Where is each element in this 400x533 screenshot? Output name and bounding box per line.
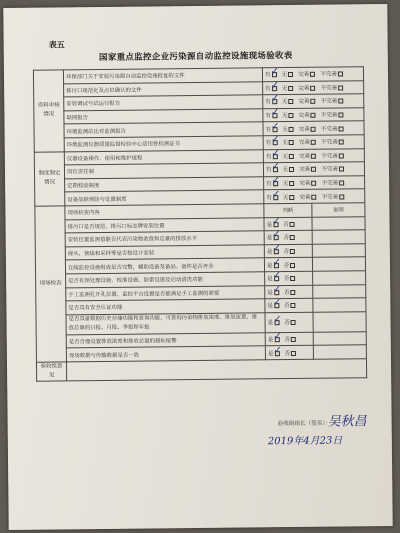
section-opinion-label: 验收组意见: [36, 362, 66, 381]
no-option: [283, 195, 295, 201]
no-option: [282, 154, 294, 160]
field-item: 是否具有安全认证功能: [66, 299, 265, 315]
field-note: [313, 298, 366, 312]
fou-label: 否: [284, 337, 291, 344]
no-checkbox[interactable]: [289, 113, 294, 118]
field-judge: [264, 217, 312, 231]
no-checkbox[interactable]: [289, 195, 294, 200]
field-note: [312, 257, 365, 271]
yes-label: 有: [265, 99, 271, 106]
no-checkbox[interactable]: [289, 167, 294, 172]
field-note: [313, 284, 366, 298]
complete-checkbox[interactable]: [311, 167, 316, 172]
fou-checkbox[interactable]: [291, 320, 296, 325]
yes-option: [265, 134, 280, 147]
yes-checkbox[interactable]: [271, 134, 280, 146]
shi-label: 是: [267, 303, 274, 310]
fou-option: [283, 222, 295, 228]
shi-checkbox[interactable]: [272, 256, 282, 268]
shi-label: 是: [266, 235, 273, 242]
fou-option: [284, 337, 296, 343]
fou-label: 否: [284, 350, 291, 357]
field-item: 现场数据与传输数据是否一致: [66, 346, 265, 362]
incomplete-option: [321, 167, 344, 173]
complete-checkbox[interactable]: [311, 154, 316, 159]
complete-label: 完善: [298, 99, 310, 106]
shi-option: [267, 314, 282, 327]
checkmark-icon: ✓: [273, 314, 282, 326]
shi-label: 是: [267, 350, 274, 357]
yes-checkbox[interactable]: [271, 147, 280, 160]
checkmark-icon: ✓: [272, 243, 281, 255]
incomplete-option: [320, 72, 343, 78]
incomplete-checkbox[interactable]: [339, 167, 344, 172]
complete-checkbox[interactable]: [311, 86, 316, 91]
yes-label: 有: [264, 72, 271, 79]
no-label: 无: [282, 194, 289, 201]
field-item: 安装位置监测值能否代表污染物浓度和总量的排放水平: [65, 231, 264, 247]
complete-option: [299, 154, 316, 160]
no-label: 无: [282, 113, 288, 120]
no-label: 无: [282, 140, 288, 147]
incomplete-label: 不完善: [320, 112, 338, 119]
shi-checkbox[interactable]: [272, 215, 281, 228]
no-option: [283, 181, 295, 187]
checkmark-icon: ✓: [271, 175, 281, 187]
shi-option: [267, 344, 282, 357]
field-note: [313, 271, 366, 285]
complete-option: [298, 99, 315, 105]
field-item: 是否具备数据历史存储功能和查询功能，可查询污染物排放浓度、排放流量、排放总量的日报、月报、季报和年报: [66, 312, 265, 334]
incomplete-label: 不完善: [321, 139, 338, 146]
fou-option: [284, 351, 296, 357]
no-option: [282, 127, 294, 133]
no-option: [282, 86, 294, 92]
shi-label: 是: [266, 262, 273, 269]
fou-checkbox[interactable]: [291, 303, 296, 308]
complete-label: 完善: [298, 126, 311, 133]
no-label: 无: [281, 72, 288, 79]
incomplete-checkbox[interactable]: [339, 153, 344, 158]
fou-label: 否: [283, 303, 290, 310]
yes-label: 有: [265, 167, 272, 174]
field-item: 手工监测孔开孔位置，监控平台设置是否能满足手工监测的需要: [66, 285, 265, 301]
docs-item: 联网报告: [64, 109, 263, 125]
checkmark-icon: ✓: [271, 147, 280, 160]
no-option: [282, 72, 294, 78]
fou-label: 否: [283, 221, 289, 228]
checkmark-icon: ✓: [271, 134, 280, 146]
incomplete-option: [321, 140, 344, 146]
no-checkbox[interactable]: [289, 181, 294, 186]
complete-checkbox[interactable]: [311, 113, 316, 118]
fou-label: 否: [284, 320, 290, 327]
system-item: 岗位责任制: [64, 163, 263, 179]
shi-option: [267, 331, 282, 344]
field-judge: [265, 271, 313, 285]
field-judge: [264, 258, 312, 272]
fou-checkbox[interactable]: [291, 337, 296, 342]
section-system-label: 制度制定情况: [34, 151, 65, 206]
system-result: [264, 176, 365, 191]
incomplete-option: [321, 85, 344, 91]
docs-item: 环境监测站比对监测报告: [64, 122, 263, 138]
yes-option: [265, 93, 280, 106]
yes-label: 有: [265, 140, 272, 147]
incomplete-checkbox[interactable]: [339, 113, 344, 118]
shi-option: [266, 243, 281, 256]
field-note: [312, 230, 365, 244]
no-label: 无: [282, 126, 288, 133]
incomplete-option: [321, 126, 344, 132]
fou-checkbox[interactable]: [290, 222, 295, 227]
no-checkbox[interactable]: [288, 86, 293, 91]
yes-label: 有: [265, 126, 272, 133]
checkmark-icon: ✓: [270, 66, 280, 78]
shi-label: 是: [266, 222, 273, 229]
complete-checkbox[interactable]: [311, 126, 316, 131]
incomplete-checkbox[interactable]: [338, 72, 343, 77]
shi-option: [266, 256, 282, 269]
checkmark-icon: ✓: [272, 215, 281, 228]
signature-label: 验收组组长（签名）：: [277, 420, 331, 428]
incomplete-label: 不完善: [321, 166, 339, 174]
document-page: [3, 4, 392, 530]
field-judge: [265, 332, 313, 346]
field-judge: [265, 298, 313, 312]
complete-label: 完善: [299, 153, 311, 160]
yes-checkbox[interactable]: [271, 120, 280, 132]
field-judge: [264, 244, 312, 258]
complete-option: [299, 167, 316, 173]
no-checkbox[interactable]: [288, 72, 293, 77]
field-judge: [265, 312, 313, 333]
checkmark-icon: ✓: [273, 331, 282, 343]
no-label: 无: [282, 181, 289, 188]
shi-option: [266, 229, 281, 242]
incomplete-option: [322, 181, 345, 187]
complete-label: 完善: [299, 167, 311, 174]
shi-option: [266, 215, 281, 229]
field-item: 探头、管线和采样等是否按设计安装: [65, 245, 264, 261]
section-docs-label: 资料审核情况: [33, 70, 64, 152]
incomplete-option: [321, 99, 344, 105]
checkmark-icon: ✓: [272, 270, 282, 282]
incomplete-label: 不完善: [320, 85, 338, 92]
fou-checkbox[interactable]: [290, 249, 295, 254]
docs-item: 排污口规范化及点位确认的文件: [64, 81, 263, 97]
field-header-note: 说明: [312, 203, 365, 217]
fou-label: 否: [283, 289, 290, 296]
yes-option: [265, 147, 280, 161]
complete-label: 完善: [298, 112, 310, 120]
field-item: 排污口是否规范，排污口标志牌安装位置: [65, 217, 264, 233]
yes-checkbox[interactable]: [271, 188, 281, 200]
incomplete-label: 不完善: [321, 194, 339, 201]
checkmark-icon: ✓: [272, 297, 282, 309]
yes-checkbox[interactable]: [270, 107, 280, 119]
signature-date: 2019年4月23日: [267, 435, 343, 448]
yes-label: 有: [265, 154, 272, 161]
no-option: [282, 140, 294, 146]
complete-option: [298, 72, 315, 78]
no-option: [283, 167, 295, 173]
shi-label: 是: [267, 337, 274, 344]
no-checkbox[interactable]: [288, 99, 293, 104]
checkmark-icon: ✓: [270, 93, 280, 105]
no-label: 无: [281, 85, 288, 93]
yes-checkbox[interactable]: [270, 80, 280, 92]
yes-option: [266, 175, 281, 188]
fou-label: 否: [283, 262, 290, 269]
no-label: 无: [282, 167, 289, 174]
field-item: 在线监控设施组成是否完整，辅助设备及备品、备件是否齐全: [65, 258, 264, 274]
table-label: 表五: [48, 40, 65, 50]
yes-label: 有: [265, 113, 272, 120]
complete-checkbox[interactable]: [312, 194, 317, 199]
incomplete-label: 不完善: [320, 71, 338, 79]
shi-checkbox[interactable]: [273, 314, 282, 326]
shi-label: 是: [266, 249, 273, 256]
docs-item: 环保部门关于安装污染源自动监控设施批复的文件: [63, 68, 262, 84]
field-item: 是否合理设置排放浓度和排放总量的超标报警: [66, 332, 265, 348]
complete-option: [298, 86, 315, 92]
shi-option: [267, 283, 282, 297]
complete-option: [299, 181, 316, 187]
field-item: 是否有预处理设施、校准设施、防雷设施及启动清洗功能: [66, 272, 265, 288]
shi-checkbox[interactable]: [272, 229, 281, 241]
incomplete-option: [321, 113, 344, 119]
field-note: [313, 331, 366, 345]
handwritten-signature: 吴秋昌: [327, 414, 367, 430]
incomplete-checkbox[interactable]: [339, 140, 344, 145]
complete-label: 完善: [299, 180, 311, 187]
yes-option: [265, 107, 280, 120]
complete-label: 完善: [298, 140, 311, 147]
fou-checkbox[interactable]: [290, 263, 295, 268]
system-item: 设备故障预防与处置制度: [65, 190, 264, 206]
complete-checkbox[interactable]: [311, 99, 316, 104]
no-label: 无: [281, 99, 288, 106]
no-checkbox[interactable]: [289, 154, 294, 159]
yes-label: 有: [266, 181, 272, 188]
system-item: 仪器设备操作、使用和维护规程: [64, 149, 263, 165]
shi-checkbox[interactable]: [273, 331, 282, 343]
yes-checkbox[interactable]: [271, 161, 281, 173]
field-note: [313, 311, 366, 332]
fou-option: [283, 235, 295, 241]
complete-option: [299, 140, 316, 146]
opinion-row: [36, 359, 366, 381]
yes-option: [264, 66, 280, 79]
incomplete-label: 不完善: [320, 126, 338, 133]
incomplete-label: 不完善: [321, 153, 339, 160]
no-checkbox[interactable]: [289, 140, 294, 145]
complete-option: [299, 126, 316, 132]
shi-label: 是: [267, 290, 273, 297]
docs-item: 安装调试与试运行报告: [64, 95, 263, 111]
shi-checkbox[interactable]: [272, 243, 281, 255]
checkmark-icon: ✓: [272, 283, 282, 296]
field-note: [312, 243, 365, 257]
checkmark-icon: ✓: [272, 256, 282, 268]
fou-option: [283, 249, 295, 255]
fou-label: 否: [283, 235, 289, 242]
shi-checkbox[interactable]: [272, 297, 282, 309]
shi-checkbox[interactable]: [272, 270, 282, 282]
fou-checkbox[interactable]: [290, 276, 295, 281]
fou-option: [284, 263, 296, 269]
fou-checkbox[interactable]: [290, 290, 295, 295]
shi-checkbox[interactable]: [273, 344, 282, 356]
yes-label: 有: [265, 86, 271, 93]
yes-checkbox[interactable]: [271, 175, 281, 187]
fou-option: [284, 303, 296, 309]
incomplete-checkbox[interactable]: [338, 85, 343, 90]
fou-label: 否: [283, 276, 290, 283]
incomplete-checkbox[interactable]: [339, 181, 344, 186]
fou-option: [284, 290, 296, 296]
field-note: [312, 216, 365, 230]
yes-option: [265, 80, 280, 93]
shi-option: [267, 297, 282, 310]
fou-option: [284, 320, 296, 326]
shi-label: 是: [267, 276, 273, 283]
fou-option: [284, 276, 296, 282]
field-judge: [264, 230, 312, 244]
incomplete-option: [321, 153, 344, 159]
field-judge: [265, 346, 313, 360]
incomplete-checkbox[interactable]: [339, 126, 344, 131]
yes-option: [265, 120, 280, 133]
yes-option: [265, 161, 281, 174]
fou-label: 否: [283, 249, 290, 256]
complete-option: [299, 113, 316, 119]
field-judge: [265, 285, 313, 299]
opinion-area: [66, 359, 367, 448]
checkmark-icon: ✓: [273, 344, 282, 356]
field-note: [313, 345, 366, 359]
complete-checkbox[interactable]: [310, 72, 315, 77]
shi-option: [267, 270, 282, 283]
section-field-label: 现场检查: [35, 206, 67, 362]
incomplete-checkbox[interactable]: [338, 99, 343, 104]
fou-checkbox[interactable]: [291, 351, 296, 356]
checkmark-icon: ✓: [271, 161, 281, 173]
no-label: 无: [282, 153, 289, 160]
shi-checkbox[interactable]: [272, 283, 282, 296]
yes-checkbox[interactable]: [270, 93, 280, 105]
system-result: [264, 189, 365, 204]
fou-checkbox[interactable]: [290, 235, 295, 240]
checkmark-icon: ✓: [270, 107, 280, 119]
yes-label: 有: [266, 194, 272, 201]
checkmark-icon: ✓: [270, 80, 280, 92]
system-item: 定期校验制度: [65, 177, 264, 193]
checkmark-icon: ✓: [272, 229, 281, 241]
complete-label: 完善: [298, 72, 310, 79]
field-header-judge: 判断: [264, 203, 312, 217]
docs-item: 环境监测仪器质量监督检验中心适用性检测证书: [64, 136, 263, 152]
incomplete-option: [322, 194, 345, 200]
incomplete-checkbox[interactable]: [339, 194, 344, 199]
complete-label: 完善: [298, 85, 310, 92]
complete-checkbox[interactable]: [311, 140, 316, 145]
checkmark-icon: ✓: [271, 188, 281, 200]
document-title: 国家重点监控企业污染源自动监控设施现场验收表: [98, 50, 293, 64]
no-option: [282, 113, 294, 119]
complete-label: 完善: [299, 194, 311, 201]
incomplete-label: 不完善: [321, 180, 339, 187]
no-option: [282, 99, 294, 105]
docs-result: [263, 108, 364, 123]
checkmark-icon: ✓: [271, 120, 280, 132]
no-checkbox[interactable]: [289, 127, 294, 132]
yes-checkbox[interactable]: [270, 66, 280, 78]
field-header-item: 现场检查内容: [65, 204, 264, 220]
incomplete-label: 不完善: [320, 99, 338, 106]
complete-option: [299, 194, 316, 200]
acceptance-form-table: [33, 66, 367, 448]
complete-checkbox[interactable]: [312, 181, 317, 186]
shi-label: 是: [267, 320, 274, 327]
yes-option: [266, 188, 281, 201]
